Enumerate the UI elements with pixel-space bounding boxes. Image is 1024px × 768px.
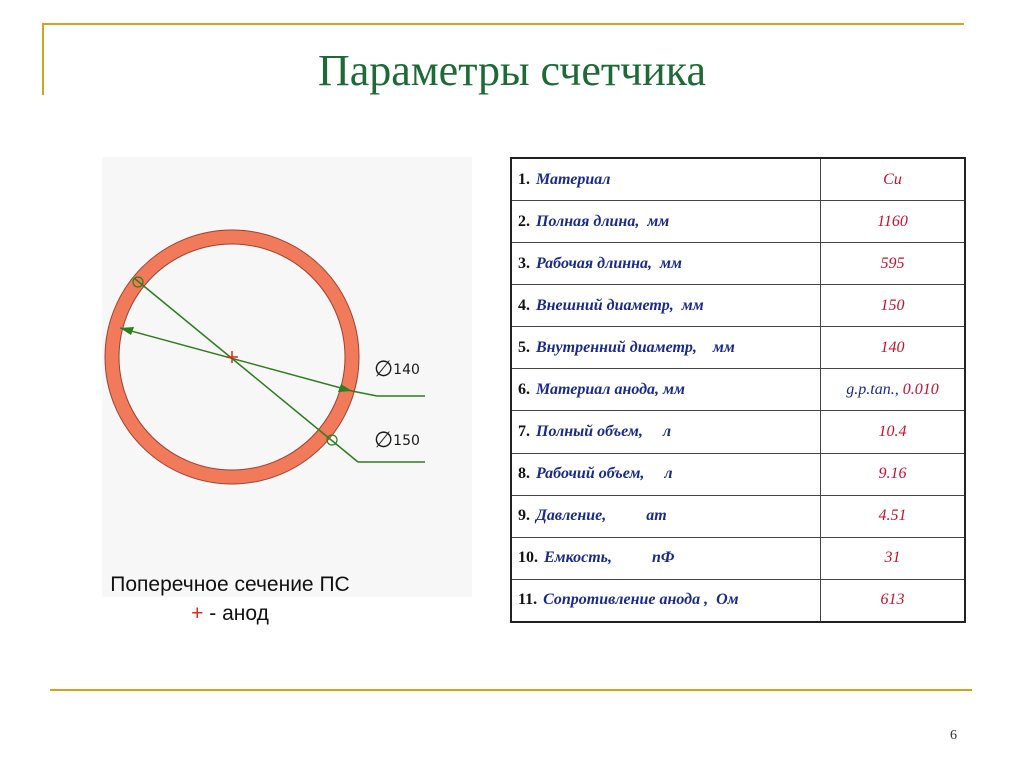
table-row [511,327,965,369]
parameter-value: 140 [880,338,905,356]
parameter-name-cell [511,243,821,285]
parameter-value: 31 [884,549,901,567]
table-row [511,537,965,579]
table-row [511,453,965,495]
caption-title: Поперечное сечение ПС [110,573,350,596]
outer-diameter-line [134,278,358,462]
parameter-value-cell [821,369,966,411]
row-number: 4. [518,296,530,314]
parameter-value-cell [821,285,966,327]
parameter-name-cell [511,495,821,537]
parameter-name-cell [511,158,821,201]
parameter-value-cell [821,579,966,622]
caption-legend [60,599,400,628]
parameter-label: Рабочая длинна, мм [536,254,682,272]
row-number: 7. [518,423,530,440]
parameter-label: Емкость, пФ [544,549,675,567]
caption-legend-text: - анод [203,602,269,625]
row-number: 11. [518,591,538,609]
parameter-name-cell [511,537,821,579]
parameter-value: 10.4 [878,423,907,440]
figure-caption [60,570,400,628]
parameter-value-prefix: g.p.tan., [846,380,899,398]
inner-diameter-label [374,357,420,382]
parameter-value-cell [821,158,966,201]
parameter-value: 9.16 [878,465,907,483]
row-number: 9. [518,507,530,525]
row-number: 8. [518,465,530,483]
outer-diameter-value: 150 [393,433,420,449]
inner-diameter-leader [352,391,425,396]
row-number: 6. [518,380,530,398]
frame-top-line [42,23,964,25]
parameter-value: Cu [883,170,902,188]
cross-section-figure [102,157,472,597]
parameter-value-cell [821,411,966,453]
parameters-table-body [511,158,965,622]
page-number: 6 [950,728,957,743]
parameter-label: Материал анода, мм [536,380,685,398]
parameter-value-cell [821,201,966,243]
parameter-value-cell [821,453,966,495]
table-row [511,158,965,201]
parameter-name-cell [511,579,821,622]
outer-diameter-label [374,428,420,453]
row-number: 3. [518,254,530,272]
diameter-symbol-icon: ∅ [374,428,394,453]
row-number: 10. [518,549,538,567]
parameter-value: 150 [880,296,905,314]
parameter-label: Внутренний диаметр, мм [536,338,735,356]
parameter-label: Сопротивление анода , Ом [543,591,739,609]
diameter-symbol-icon: ∅ [374,357,394,382]
parameter-value: 0.010 [898,380,939,398]
slide-title: Параметры счетчика [318,46,706,95]
parameter-label: Полный объем, л [536,423,672,440]
parameter-name-cell [511,285,821,327]
inner-diameter-line [120,328,352,391]
table-row [511,579,965,622]
parameter-value-cell [821,327,966,369]
parameter-value-cell [821,243,966,285]
parameter-value: 1160 [877,212,908,230]
row-number: 5. [518,338,530,356]
parameter-label: Давление, ат [536,507,667,525]
table-row [511,411,965,453]
parameter-name-cell [511,453,821,495]
anode-plus-icon: + [191,602,204,625]
parameter-label: Материал [536,170,611,188]
table-row [511,201,965,243]
parameter-name-cell [511,201,821,243]
row-number: 2. [518,212,530,230]
parameter-name-cell [511,411,821,453]
table-row [511,369,965,411]
parameter-name-cell [511,369,821,411]
parameter-label: Рабочий объем, л [536,465,673,483]
parameter-value-cell [821,495,966,537]
parameter-value-cell [821,537,966,579]
inner-diameter-value: 140 [393,362,420,378]
row-number: 1. [518,170,530,188]
parameter-value: 613 [880,591,905,609]
parameter-value: 595 [880,254,905,272]
parameters-table [510,157,966,623]
parameter-label: Внешний диаметр, мм [536,296,704,314]
parameter-label: Полная длина, мм [536,212,670,230]
table-row [511,495,965,537]
frame-bottom-line [50,689,972,691]
table-row [511,285,965,327]
table-row [511,243,965,285]
parameter-name-cell [511,327,821,369]
parameter-value: 4.51 [878,507,907,525]
